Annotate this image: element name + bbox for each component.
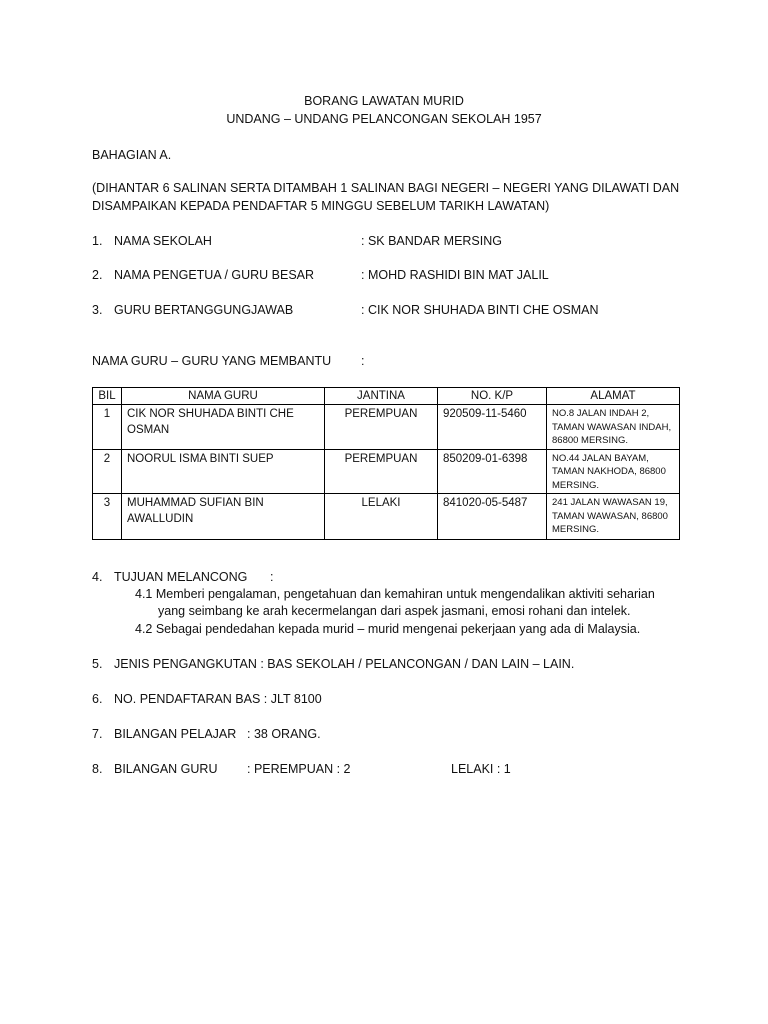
students-label: BILANGAN PELAJAR (114, 727, 237, 741)
cell-bil: 2 (93, 449, 122, 494)
purpose-colon: : (270, 570, 274, 584)
helper-teachers-colon: : (361, 354, 365, 368)
field-number: 2. (92, 268, 103, 282)
helper-teachers-label: NAMA GURU – GURU YANG MEMBANTU (92, 354, 332, 368)
field-label: NAMA SEKOLAH (114, 234, 212, 248)
cell-bil: 3 (93, 494, 122, 540)
cell-address: 241 JALAN WAWASAN 19, TAMAN WAWASAN, 86800 MERSING. (547, 494, 680, 540)
cell-kp: 841020-05-5487 (438, 494, 547, 540)
field-number: 3. (92, 303, 103, 317)
cell-kp: 850209-01-6398 (438, 449, 547, 494)
cell-gender: PEREMPUAN (325, 449, 438, 494)
purpose-item-1-line-1: 4.1 Memberi pengalaman, pengetahuan dan kemahiran untuk mengendalikan aktiviti seharian (135, 587, 655, 601)
students-value: : 38 ORANG. (247, 727, 321, 741)
document-subtitle: UNDANG – UNDANG PELANCONGAN SEKOLAH 1957 (226, 112, 542, 126)
table-row (93, 405, 680, 450)
field-school (92, 233, 212, 250)
document-header (0, 93, 768, 129)
section-label: BAHAGIAN A. (92, 148, 172, 162)
field-students (92, 726, 236, 743)
field-headmaster (92, 267, 314, 284)
purpose-item-2: 4.2 Sebagai pendedahan kepada murid – murid mengenai pekerjaan yang ada di Malaysia. (135, 622, 641, 636)
document-title: BORANG LAWATAN MURID (304, 94, 464, 108)
column-header-name: NAMA GURU (122, 388, 325, 405)
teachers-label: BILANGAN GURU (114, 762, 218, 776)
field-number: 1. (92, 234, 103, 248)
cell-gender: LELAKI (325, 494, 438, 540)
field-teacher-in-charge (92, 302, 293, 319)
field-school-value: : SK BANDAR MERSING (361, 234, 502, 248)
field-number: 5. (92, 657, 103, 671)
field-number: 6. (92, 692, 103, 706)
table-header-row (93, 388, 680, 405)
purpose-item-1-line-2: yang seimbang ke arah kecermelangan dari aspek jasmani, emosi rohani dan intelek. (158, 604, 631, 618)
field-teacher-in-charge-value: : CIK NOR SHUHADA BINTI CHE OSMAN (361, 303, 599, 317)
field-number: 8. (92, 762, 103, 776)
field-teachers (92, 761, 218, 778)
section-note-line-2: DISAMPAIKAN KEPADA PENDAFTAR 5 MINGGU SEBELUM TARIKH LAWATAN) (92, 199, 550, 213)
cell-name: NOORUL ISMA BINTI SUEP (122, 449, 325, 494)
column-header-address: ALAMAT (547, 388, 680, 405)
purpose-label: TUJUAN MELANCONG (114, 570, 248, 584)
section-note-line-1: (DIHANTAR 6 SALINAN SERTA DITAMBAH 1 SALINAN BAGI NEGERI – NEGERI YANG DILAWATI DAN (92, 181, 680, 195)
teachers-table (92, 387, 680, 540)
column-header-gender: JANTINA (325, 388, 438, 405)
table-row (93, 449, 680, 494)
field-transport (92, 656, 574, 673)
cell-bil: 1 (93, 405, 122, 450)
field-bus-registration (92, 691, 322, 708)
cell-address: NO.44 JALAN BAYAM, TAMAN NAKHODA, 86800 MERSING. (547, 449, 680, 494)
cell-name: CIK NOR SHUHADA BINTI CHE OSMAN (122, 405, 325, 450)
column-header-kp: NO. K/P (438, 388, 547, 405)
purpose-heading (92, 569, 247, 586)
field-label: NAMA PENGETUA / GURU BESAR (114, 268, 315, 282)
cell-kp: 920509-11-5460 (438, 405, 547, 450)
field-headmaster-value: : MOHD RASHIDI BIN MAT JALIL (361, 268, 549, 282)
field-label: GURU BERTANGGUNGJAWAB (114, 303, 294, 317)
field-number: 7. (92, 727, 103, 741)
table-row (93, 494, 680, 540)
transport-text: JENIS PENGANGKUTAN : BAS SEKOLAH / PELANCONGAN / DAN LAIN – LAIN. (114, 657, 575, 671)
cell-gender: PEREMPUAN (325, 405, 438, 450)
teachers-male: LELAKI : 1 (451, 762, 511, 776)
bus-text: NO. PENDAFTARAN BAS : JLT 8100 (114, 692, 322, 706)
purpose-number: 4. (92, 570, 103, 584)
cell-address: NO.8 JALAN INDAH 2, TAMAN WAWASAN INDAH, 86800 MERSING. (547, 405, 680, 450)
cell-name: MUHAMMAD SUFIAN BIN AWALLUDIN (122, 494, 325, 540)
teachers-female: : PEREMPUAN : 2 (247, 762, 351, 776)
column-header-bil: BIL (93, 388, 122, 405)
